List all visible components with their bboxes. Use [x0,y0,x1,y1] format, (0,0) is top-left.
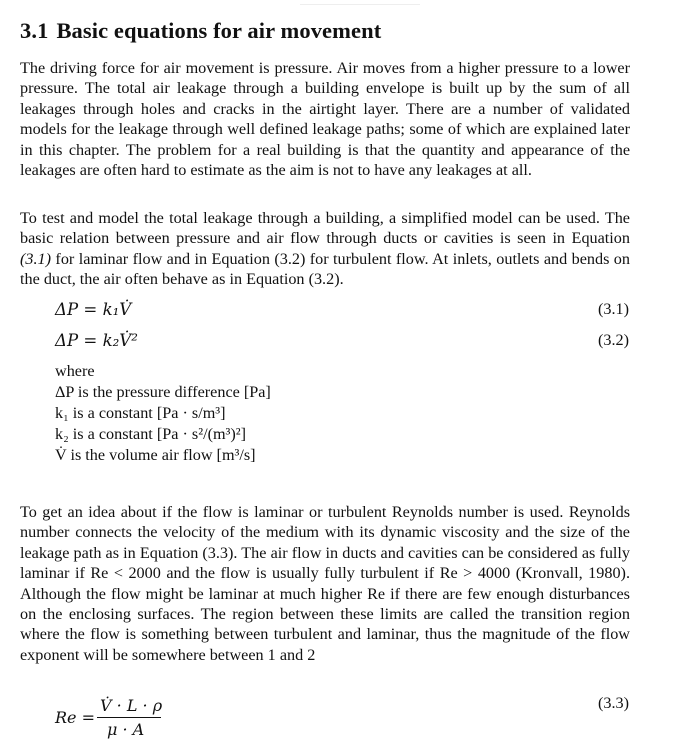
definition-k1: k₁ is a constant [Pa · s/m³] [55,404,226,422]
where-label: where [55,362,95,380]
equation-3-3-number: (3.3) [597,694,629,712]
definition-volume-flow: V̇ is the volume air flow [m³/s] [55,446,256,464]
paragraph-simplified-model [20,208,630,290]
equation-reference-3-1: (3.1) [20,249,52,268]
equation-3-1-number: (3.1) [597,300,629,318]
section-heading [20,18,381,44]
section-title: Basic equations for air movement [56,18,382,43]
equation-3-2-number: (3.2) [597,331,629,349]
paragraph-simplified-model-part-a: To test and model the total leakage through a building, a simplified model can be used. The basic relation between pressure and air flow through ducts or cavities is seen in Equation [20,209,630,248]
section-number: 3.1 [20,18,49,43]
definition-k2: k₂ is a constant [Pa · s²/(m³)²] [55,425,247,443]
reynolds-numerator: V̇ · L · ρ [100,696,163,715]
paragraph-simplified-model-part-b: for laminar flow and in Equation (3.2) for turbulent flow. At inlets, outlets and bends on the duct, the air often behave as in Equation (3.2). [20,249,630,289]
fraction-bar [97,717,161,718]
variable-definitions [55,361,271,466]
cropped-header-remnant [300,0,420,5]
reynolds-lhs: Re = [55,708,96,727]
paragraph-reynolds: To get an idea about if the flow is laminar or turbulent Reynolds number is used. Reynolds number connects the velocity of the medium with its dynamic viscosity and the size of the leakage path as in Equation (3.3). The air flow in ducts and cavities can be considered as fully laminar if Re < 2000 and the flow is usually fully turbulent if Re > 4000 (Kronvall, 1980). Although the flow might be laminar at much higher Re if there are few enough disturbances on the enclosing surfaces. The region between these limits are called the transition region where the flow is something between turbulent and laminar, thus the magnitude of the flow exponent will be somewhere between 1 and 2 [20,503,630,664]
paragraph-driving-force: The driving force for air movement is pressure. Air moves from a higher pressure to a lower pressure. The total air leakage through a building envelope is built up by the sum of all leakages through holes and cracks in the airtight layer. There are a number of validated models for the leakage through well defined leakage paths; some of which are explained later in this chapter. The problem for a real building is that the quantity and appearance of the leakages are often hard to estimate as the aim is not to have any leakages at all. [20,59,630,180]
equation-3-1: ΔP = k₁V̇ [55,300,132,319]
equation-3-2: ΔP = k₂V̇² [55,331,138,350]
reynolds-denominator: μ · A [107,720,145,739]
definition-delta-p: ΔP is the pressure difference [Pa] [55,383,271,401]
